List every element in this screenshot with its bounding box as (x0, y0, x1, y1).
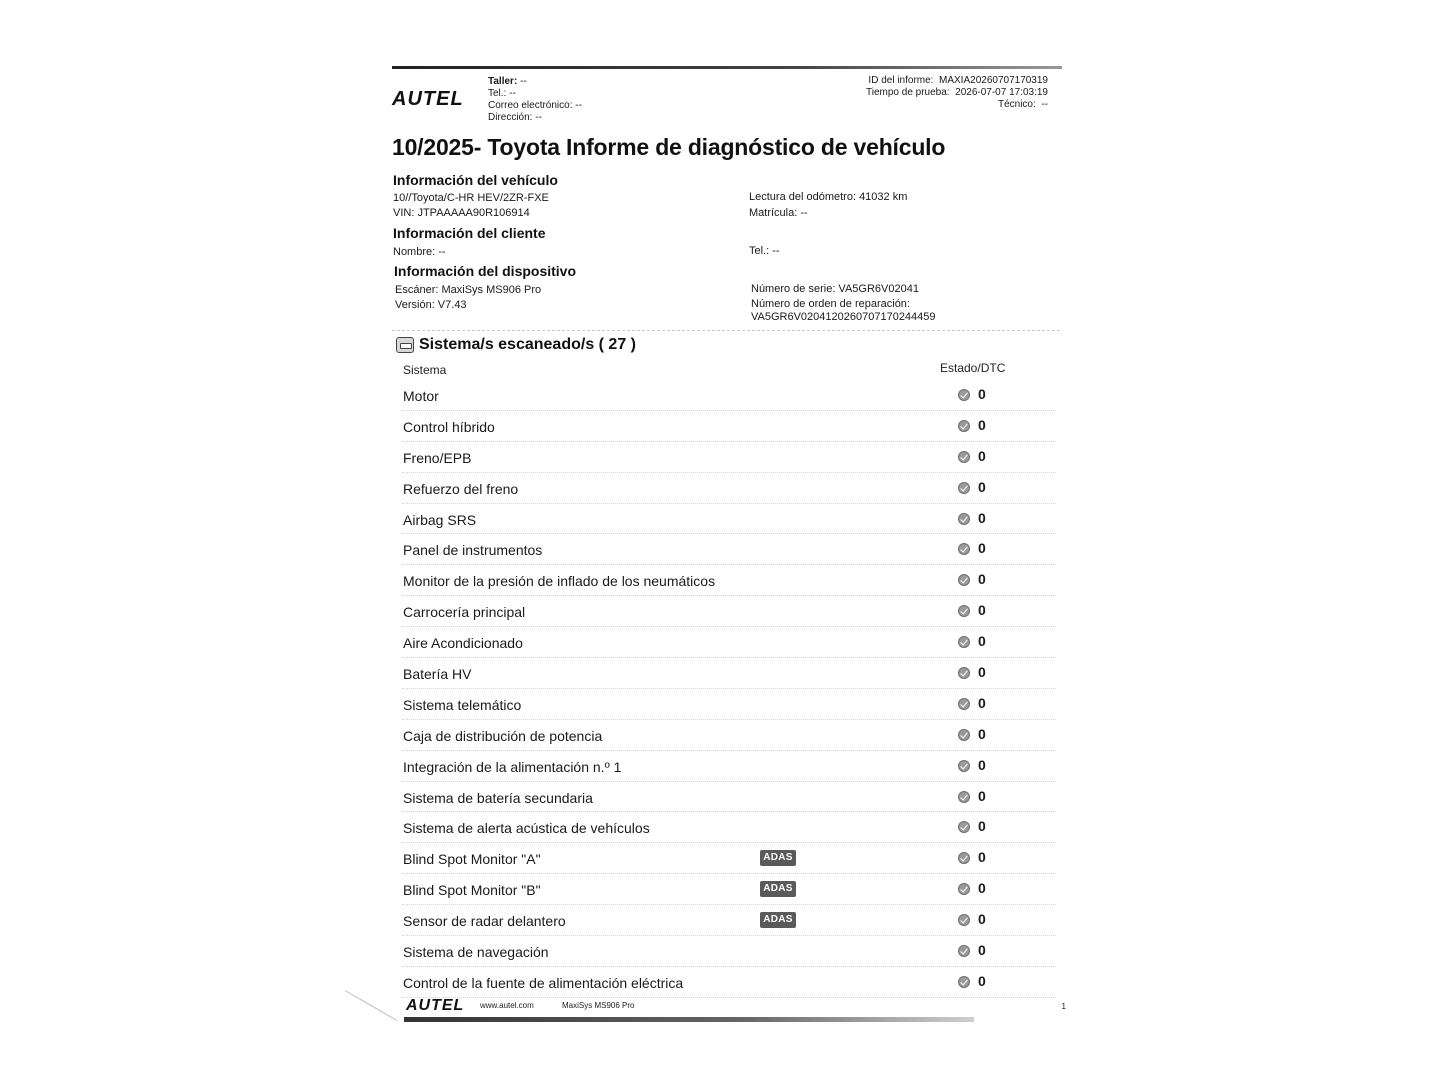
table-row (402, 751, 1056, 782)
technician-value: -- (1041, 99, 1048, 110)
table-row (402, 473, 1056, 504)
license-plate: Matrícula: -- (749, 207, 808, 219)
table-row (402, 442, 1056, 473)
status-ok-icon (958, 883, 970, 895)
column-header-status: Estado/DTC (940, 361, 1006, 375)
adas-badge: ADAS (760, 850, 796, 866)
shop-tel-value: -- (509, 88, 516, 99)
shop-tel-label: Tel.: (488, 88, 507, 99)
dtc-count: 0 (978, 416, 986, 433)
status-ok-icon (958, 914, 970, 926)
system-name: Sistema de alerta acústica de vehículos (403, 820, 650, 837)
status-ok-icon (958, 791, 970, 803)
systems-scanned-title: Sistema/s escaneado/s ( 27 ) (419, 336, 636, 353)
status-ok-icon (958, 729, 970, 741)
system-name: Blind Spot Monitor "A" (403, 851, 541, 868)
page-number: 1 (1061, 1002, 1066, 1011)
table-row (402, 782, 1056, 813)
status-ok-icon (958, 574, 970, 586)
customer-tel: Tel.: -- (749, 245, 780, 257)
table-row (402, 596, 1056, 627)
status-ok-icon (958, 605, 970, 617)
header-rule (392, 66, 1062, 69)
status-ok-icon (958, 636, 970, 648)
autel-footer-logo: AUTEL (406, 997, 465, 1014)
table-row (402, 812, 1056, 843)
table-row (402, 658, 1056, 689)
dtc-count: 0 (978, 849, 986, 866)
dtc-count: 0 (978, 787, 986, 804)
column-header-system: Sistema (403, 363, 447, 377)
shop-address-value: -- (535, 112, 542, 123)
report-meta (866, 75, 1048, 111)
table-row (402, 380, 1056, 411)
shop-email-value: -- (575, 100, 582, 111)
dtc-count: 0 (978, 694, 986, 711)
repair-order-number: VA5GR6V0204120260707170244459 (751, 311, 936, 323)
vehicle-info-heading: Información del vehículo (393, 172, 558, 188)
status-ok-icon (958, 451, 970, 463)
shop-email-label: Correo electrónico: (488, 100, 573, 111)
adas-badge: ADAS (760, 912, 796, 928)
table-row (402, 936, 1056, 967)
taller-value: -- (520, 76, 527, 87)
table-row (402, 627, 1056, 658)
scanner-icon (396, 337, 414, 353)
report-page (392, 62, 1066, 1032)
scan-artifact-line (345, 990, 397, 1021)
dtc-count: 0 (978, 911, 986, 928)
table-row (402, 967, 1056, 998)
shop-address-label: Dirección: (488, 112, 533, 123)
system-name: Blind Spot Monitor "B" (403, 882, 541, 899)
dtc-count: 0 (978, 602, 986, 619)
table-row (402, 843, 1056, 874)
serial-number: Número de serie: VA5GR6V02041 (751, 283, 919, 295)
status-ok-icon (958, 482, 970, 494)
status-ok-icon (958, 976, 970, 988)
dtc-count: 0 (978, 571, 986, 588)
dtc-count: 0 (978, 478, 986, 495)
report-id-value: MAXIA20260707170319 (939, 75, 1048, 86)
system-name: Monitor de la presión de inflado de los neumáticos (403, 573, 716, 590)
system-name: Refuerzo del freno (403, 480, 519, 497)
dtc-count: 0 (978, 509, 986, 526)
footer-website: www.autel.com (480, 1001, 534, 1010)
systems-scanned-header (396, 336, 636, 354)
footer-rule (404, 1017, 974, 1022)
dtc-count: 0 (978, 540, 986, 557)
status-ok-icon (958, 760, 970, 772)
status-ok-icon (958, 945, 970, 957)
table-row (402, 689, 1056, 720)
autel-logo: AUTEL (392, 88, 464, 110)
system-name: Control de la fuente de alimentación eléctrica (403, 974, 684, 991)
system-name: Caja de distribución de potencia (403, 727, 603, 744)
status-ok-icon (958, 513, 970, 525)
repair-order-label: Número de orden de reparación: (751, 298, 910, 310)
vehicle-model: 10//Toyota/C-HR HEV/2ZR-FXE (393, 192, 549, 204)
table-row (402, 905, 1056, 936)
technician-label: Técnico: (997, 99, 1036, 110)
table-row (402, 874, 1056, 905)
system-name: Sistema telemático (403, 696, 522, 713)
customer-name: Nombre: -- (393, 246, 446, 258)
system-name: Sistema de navegación (403, 944, 549, 961)
page-title: 10/2025- Toyota Informe de diagnóstico de vehículo (392, 134, 946, 160)
scanner-model: Escáner: MaxiSys MS906 Pro (395, 284, 542, 296)
dtc-count: 0 (978, 725, 986, 742)
report-id-label: ID del informe: (868, 75, 934, 86)
system-name: Carrocería principal (403, 604, 526, 621)
status-ok-icon (958, 543, 970, 555)
status-ok-icon (958, 852, 970, 864)
system-name: Control híbrido (403, 418, 495, 435)
system-name: Motor (403, 388, 439, 404)
dtc-count: 0 (978, 664, 986, 681)
shop-info (488, 76, 582, 124)
table-row (402, 565, 1056, 596)
system-name: Airbag SRS (403, 511, 477, 528)
system-name: Aire Acondicionado (403, 635, 523, 652)
device-info-heading: Información del dispositivo (394, 263, 577, 279)
systems-table (402, 380, 1056, 998)
table-row (402, 534, 1056, 565)
footer-product: MaxiSys MS906 Pro (562, 1001, 635, 1010)
system-name: Panel de instrumentos (403, 542, 543, 559)
system-name: Sistema de batería secundaria (403, 789, 593, 806)
adas-badge: ADAS (760, 881, 796, 897)
test-time-value: 2026-07-07 17:03:19 (955, 87, 1048, 98)
section-divider (392, 330, 1060, 331)
test-time-label: Tiempo de prueba: (866, 87, 950, 98)
status-ok-icon (958, 389, 970, 401)
dtc-count: 0 (978, 942, 986, 959)
dtc-count: 0 (978, 818, 986, 835)
dtc-count: 0 (978, 447, 986, 464)
status-ok-icon (958, 667, 970, 679)
status-ok-icon (958, 698, 970, 710)
software-version: Versión: V7.43 (395, 299, 467, 311)
customer-info-heading: Información del cliente (393, 225, 546, 241)
vehicle-vin: VIN: JTPAAAAA90R106914 (393, 207, 530, 219)
dtc-count: 0 (978, 756, 986, 773)
status-ok-icon (958, 821, 970, 833)
dtc-count: 0 (978, 633, 986, 650)
dtc-count: 0 (978, 386, 986, 402)
taller-label: Taller: (488, 76, 518, 87)
status-ok-icon (958, 420, 970, 432)
odometer-reading: Lectura del odómetro: 41032 km (749, 191, 908, 203)
dtc-count: 0 (978, 972, 986, 989)
system-name: Sensor de radar delantero (403, 913, 566, 930)
table-row (402, 720, 1056, 751)
table-row (402, 411, 1056, 442)
system-name: Batería HV (403, 666, 472, 683)
table-row (402, 504, 1056, 535)
dtc-count: 0 (978, 880, 986, 897)
system-name: Integración de la alimentación n.º 1 (403, 758, 622, 775)
system-name: Freno/EPB (403, 449, 472, 466)
